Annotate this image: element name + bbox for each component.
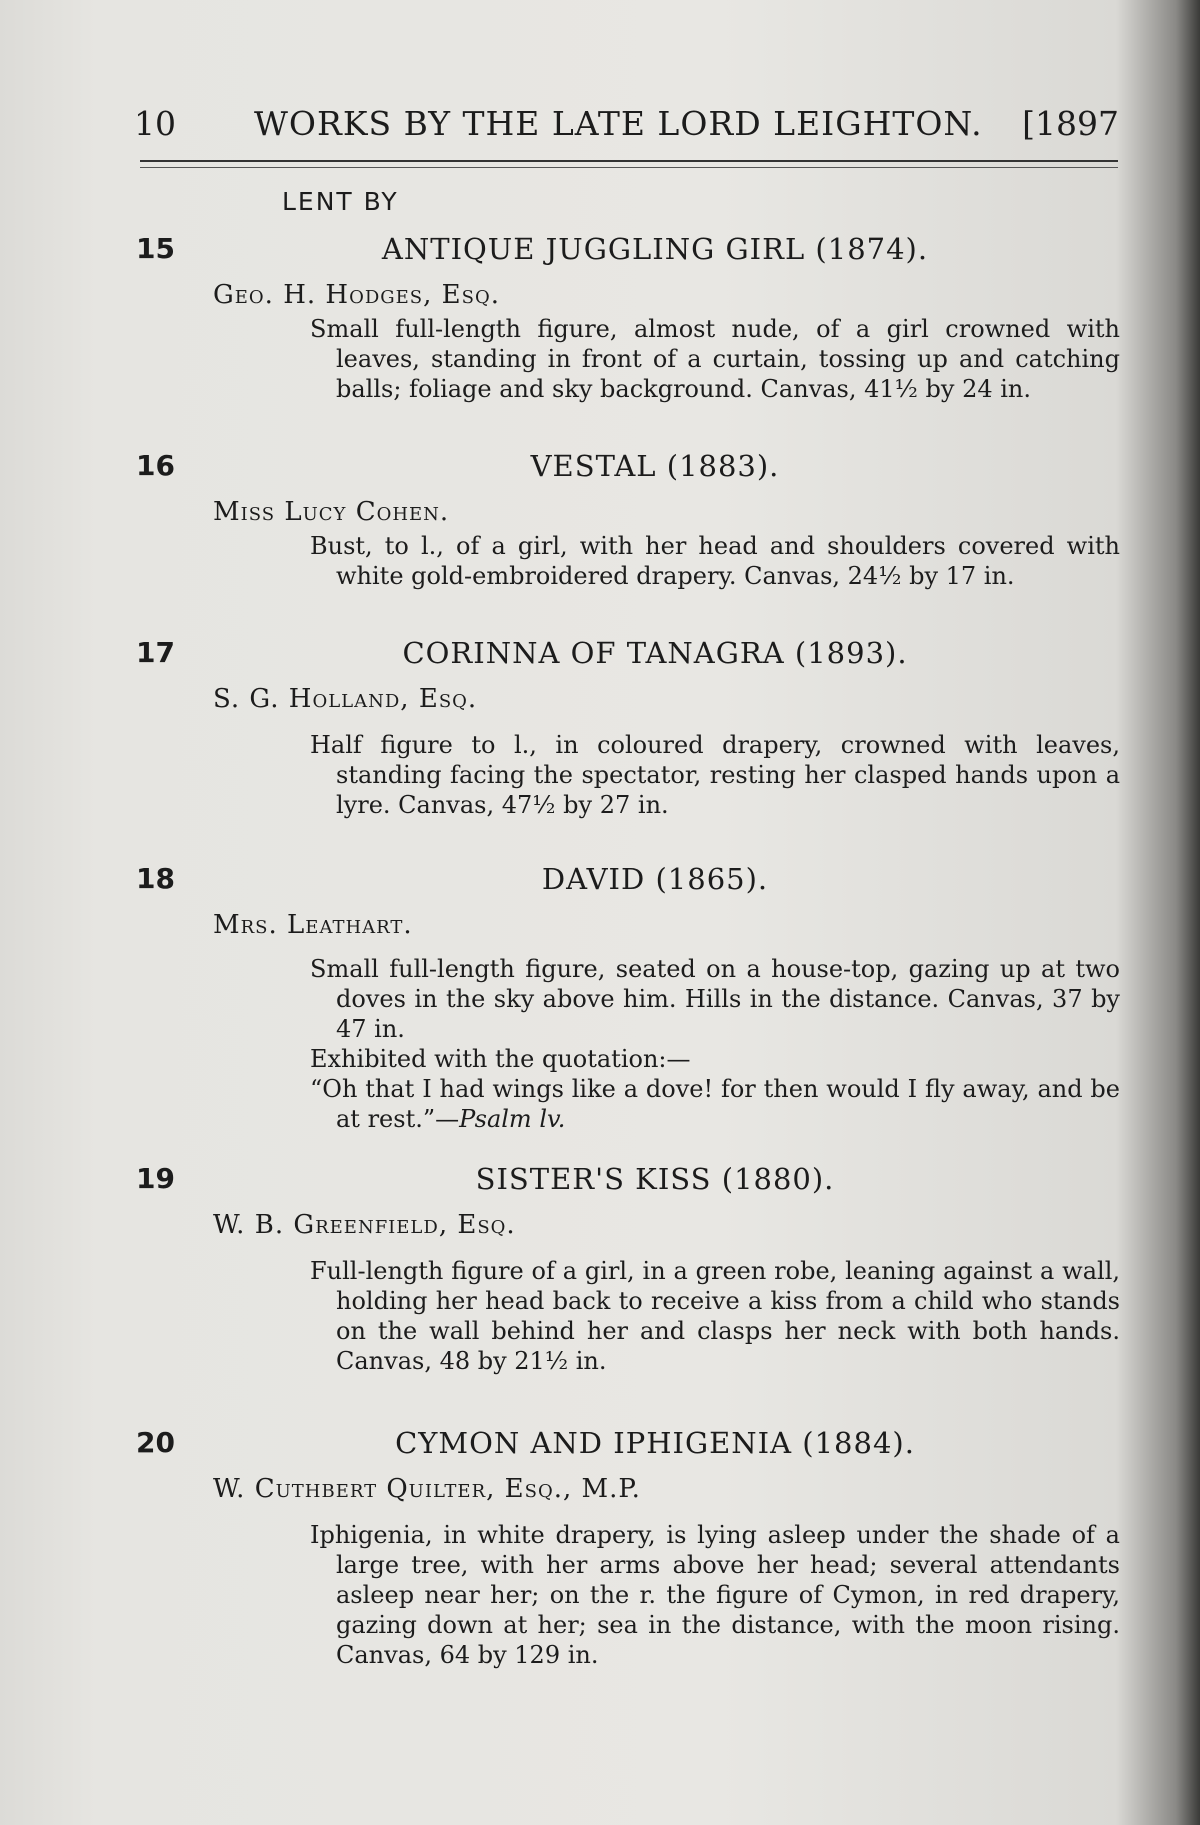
entry-description: [310, 1520, 1120, 1670]
description-paragraph: Small full-length figure, almost nude, of a girl crowned with leaves, standing in front of a curtain, tossing up and catching balls; foliage and sky background. Canvas, 41½ by 24 in.: [310, 315, 1120, 403]
entry-title: VESTAL (1883).: [530, 449, 780, 483]
entry-number: 17: [136, 636, 175, 669]
entry-title: CYMON AND IPHIGENIA (1884).: [395, 1426, 915, 1460]
quotation-text: “Oh that I had wings like a dove! for then would I fly away, and be at rest.”—: [310, 1075, 1120, 1133]
header-rule-thick: [140, 160, 1118, 162]
description-paragraph: Half figure to l., in coloured drapery, crowned with leaves, standing facing the spectator, resting her clasped hands upon a lyre. Canvas, 47½ by 27 in.: [310, 731, 1120, 819]
entry-description: [310, 314, 1120, 404]
entry-number: 19: [136, 1162, 175, 1195]
entry-number: 20: [136, 1426, 175, 1459]
running-title: WORKS BY THE LATE LORD LEIGHTON.: [254, 104, 983, 143]
exhibited-note: Exhibited with the quotation:—: [310, 1045, 691, 1073]
entry-title: DAVID (1865).: [541, 862, 769, 896]
quotation: [310, 1074, 1120, 1134]
header-rule-thin: [140, 167, 1118, 168]
entry-number: 18: [136, 862, 175, 895]
description-paragraph: Small full-length figure, seated on a house-top, gazing up at two doves in the sky above him. Hills in the distance. Canvas, 37 by 47 in.: [310, 955, 1120, 1043]
lender-name: Miss Lucy Cohen.: [213, 497, 450, 527]
lender-name: W. Cuthbert Quilter, Esq., M.P.: [213, 1474, 641, 1504]
entry-title: SISTER'S KISS (1880).: [475, 1162, 835, 1196]
lender-name: W. B. Greenfield, Esq.: [213, 1210, 516, 1240]
entry-description: [310, 1256, 1120, 1376]
lent-by-label: LENT BY: [282, 187, 399, 216]
entry-number: 15: [136, 232, 175, 265]
description-paragraph: Full-length figure of a girl, in a green robe, leaning against a wall, holding her head back to receive a kiss from a child who stands on the wall behind her and clasps her neck with both hands. Canvas, 48 by 21½ in.: [310, 1257, 1120, 1375]
entry-title: ANTIQUE JUGGLING GIRL (1874).: [381, 232, 929, 266]
description-paragraph: Iphigenia, in white drapery, is lying asleep under the shade of a large tree, with her arms above her head; several attendants asleep near her; on the r. the figure of Cymon, in red drapery, gazing down at her; sea in the distance, with the moon rising. Canvas, 64 by 129 in.: [310, 1521, 1120, 1669]
page-number: 10: [134, 104, 176, 143]
page-header: [134, 104, 1119, 144]
description-paragraph: Bust, to l., of a girl, with her head and shoulders covered with white gold-embroidered drapery. Canvas, 24½ by 17 in.: [310, 532, 1120, 590]
quotation-source: Psalm lv.: [459, 1105, 566, 1133]
entry-title: CORINNA OF TANAGRA (1893).: [402, 636, 908, 670]
lender-name: Geo. H. Hodges, Esq.: [213, 280, 500, 310]
entry-description: [310, 954, 1120, 1134]
lender-name: Mrs. Leathart.: [213, 910, 413, 940]
entry-description: [310, 730, 1120, 820]
header-year: [1897: [1022, 104, 1119, 143]
entry-number: 16: [136, 449, 175, 482]
lender-name: S. G. Holland, Esq.: [213, 684, 478, 714]
entry-description: [310, 531, 1120, 591]
